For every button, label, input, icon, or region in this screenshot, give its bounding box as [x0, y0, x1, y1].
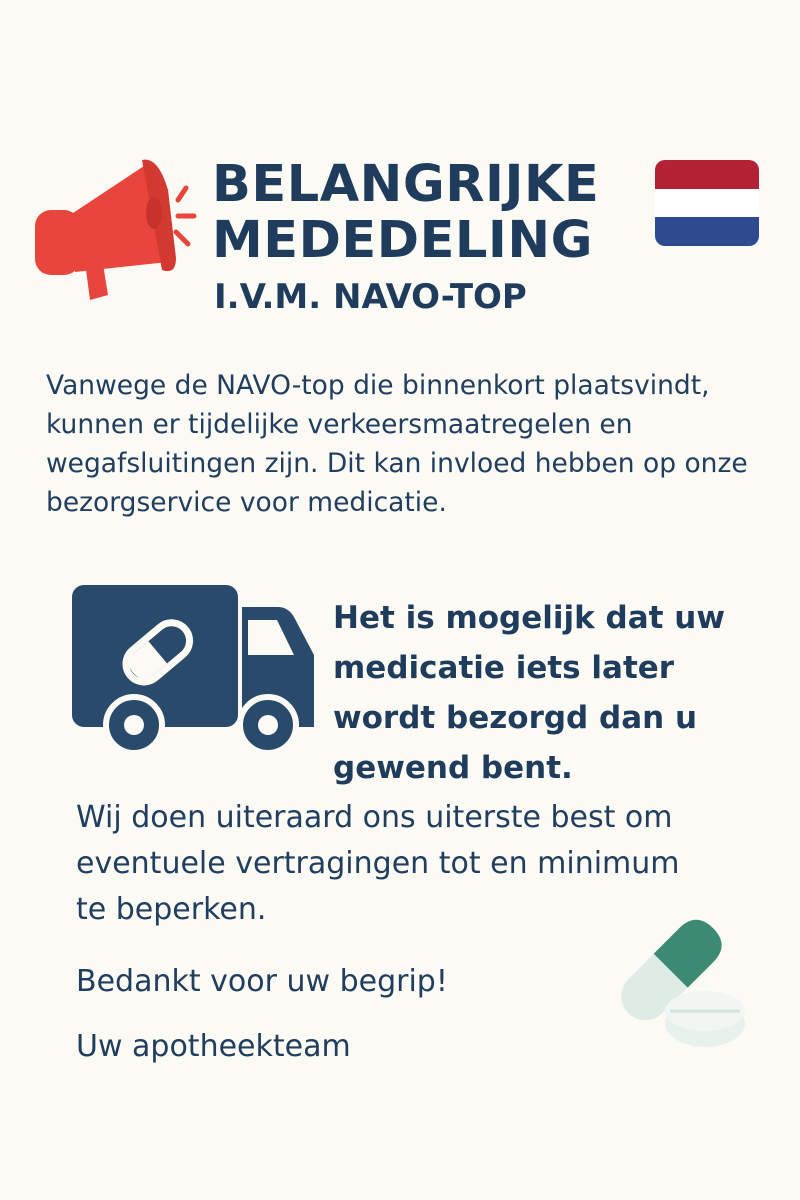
megaphone-icon	[30, 150, 200, 310]
delivery-truck-icon	[72, 585, 318, 755]
netherlands-flag-icon	[655, 160, 759, 246]
delivery-notice: Het is mogelijk dat uw medicatie iets later wordt bezorgd dan u gewend bent.	[333, 600, 725, 786]
intro-text: Vanwege de NAVO-top die binnenkort plaatsvindt, kunnen er tijdelijke verkeersmaatregelen en wegafsluitingen zijn. Dit kan invloed hebben op onze bezorgservice voor medicatie.	[46, 370, 748, 518]
effort-text: Wij doen uiteraard ons uiterste best om eventuele vertragingen tot en minimum te beperken.	[76, 800, 680, 927]
title-line-1: BELANGRIJKE	[212, 155, 600, 214]
title-line-2: MEDEDELING	[212, 211, 593, 270]
subtitle: I.V.M. NAVO-TOP	[214, 277, 527, 317]
pills-icon	[600, 895, 760, 1055]
thanks-text: Bedankt voor uw begrip!	[76, 964, 448, 999]
signoff-text: Uw apotheekteam	[76, 1029, 351, 1064]
